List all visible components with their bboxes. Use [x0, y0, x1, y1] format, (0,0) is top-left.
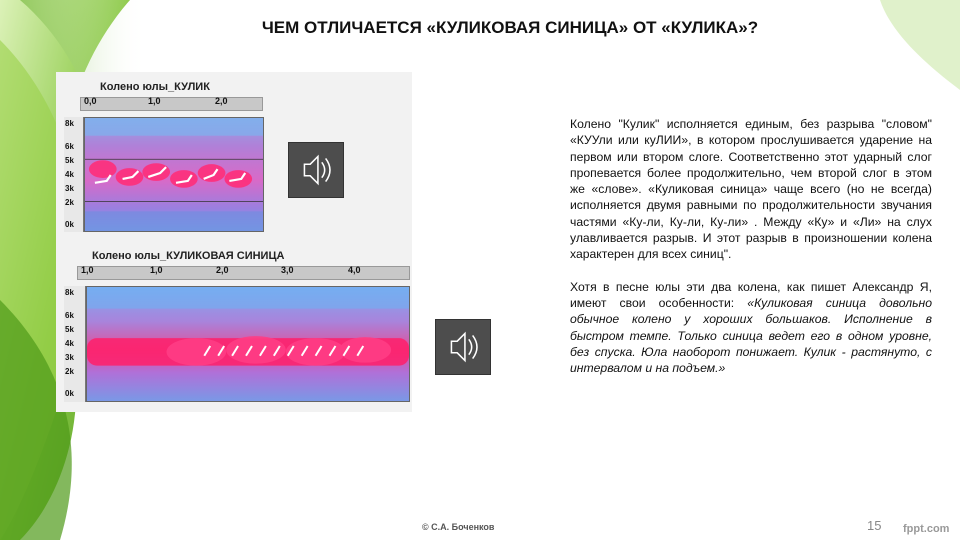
- freq-label: 5k: [65, 325, 74, 334]
- paragraph-kulik: Колено "Кулик" исполняется единым, без разрыва "словом" «КУУли или куЛИИ», в котором прослушивается ударение на первом или втором слоге. Соответственно этот ударный слог пропевается более продолжительно, чем второй слог в этом же «слове». «Куликовая синица» чаще всего (но не всегда) исполняется двумя равными по продолжительности звучания частями «Ку-ли, Ку-ли, Ку-ли» . Между «Ку» и «Ли» на слух улавливается разрыв. И этот разрыв в произношении колена характерен для всех синиц".: [570, 117, 932, 262]
- time-ruler-bottom: [77, 266, 410, 280]
- time-tick: 4,0: [348, 265, 361, 275]
- time-tick: 1,0: [150, 265, 163, 275]
- freq-label: 8k: [65, 288, 74, 297]
- page-number: 15: [867, 518, 882, 533]
- spectrogram-top-image: [84, 117, 264, 232]
- description-text: [570, 116, 932, 376]
- speaker-icon[interactable]: [288, 142, 344, 198]
- freq-label: 5k: [65, 156, 74, 165]
- paragraph-quote: «Куликовая синица довольно обычное колено у хороших большаков. Исполнение в быстром темпе. Только синица ведет его в одном уровне, без спуска. Юла наоборот понижает. Кулик - растянуто, с интервалом и на подъем.»: [570, 295, 932, 376]
- footer-copyright: © С.А. Боченков: [422, 522, 495, 532]
- freq-axis-top: [64, 117, 84, 232]
- freq-label: 4k: [65, 170, 74, 179]
- time-tick: 2,0: [215, 96, 228, 106]
- time-tick: 0,0: [84, 96, 97, 106]
- time-tick: 3,0: [281, 265, 294, 275]
- speaker-icon[interactable]: [435, 319, 491, 375]
- paragraph-comparison: [570, 279, 932, 377]
- freq-label: 3k: [65, 353, 74, 362]
- spectrogram-bottom-label: Колено юлы_КУЛИКОВАЯ СИНИЦА: [92, 250, 285, 262]
- freq-label: 6k: [65, 311, 74, 320]
- freq-label: 0k: [65, 220, 74, 229]
- spectrogram-top-label: Колено юлы_КУЛИК: [100, 81, 210, 93]
- time-tick: 1,0: [81, 265, 94, 275]
- time-tick: 1,0: [148, 96, 161, 106]
- freq-label: 2k: [65, 367, 74, 376]
- paragraph-intro: Хотя в песне юлы эти два колена, как пишет Александр Я, имеют свои особенности:: [570, 279, 932, 310]
- freq-label: 8k: [65, 119, 74, 128]
- freq-label: 3k: [65, 184, 74, 193]
- freq-axis-bottom: [64, 286, 86, 402]
- time-ruler-top: [80, 97, 263, 111]
- freq-label: 4k: [65, 339, 74, 348]
- slide-title: ЧЕМ ОТЛИЧАЕТСЯ «КУЛИКОВАЯ СИНИЦА» ОТ «КУЛИКА»?: [261, 18, 759, 37]
- freq-label: 0k: [65, 389, 74, 398]
- freq-label: 2k: [65, 198, 74, 207]
- time-tick: 2,0: [216, 265, 229, 275]
- brand-logo: fppt.com: [903, 523, 950, 535]
- freq-label: 6k: [65, 142, 74, 151]
- spectrogram-bottom-image: [86, 286, 410, 402]
